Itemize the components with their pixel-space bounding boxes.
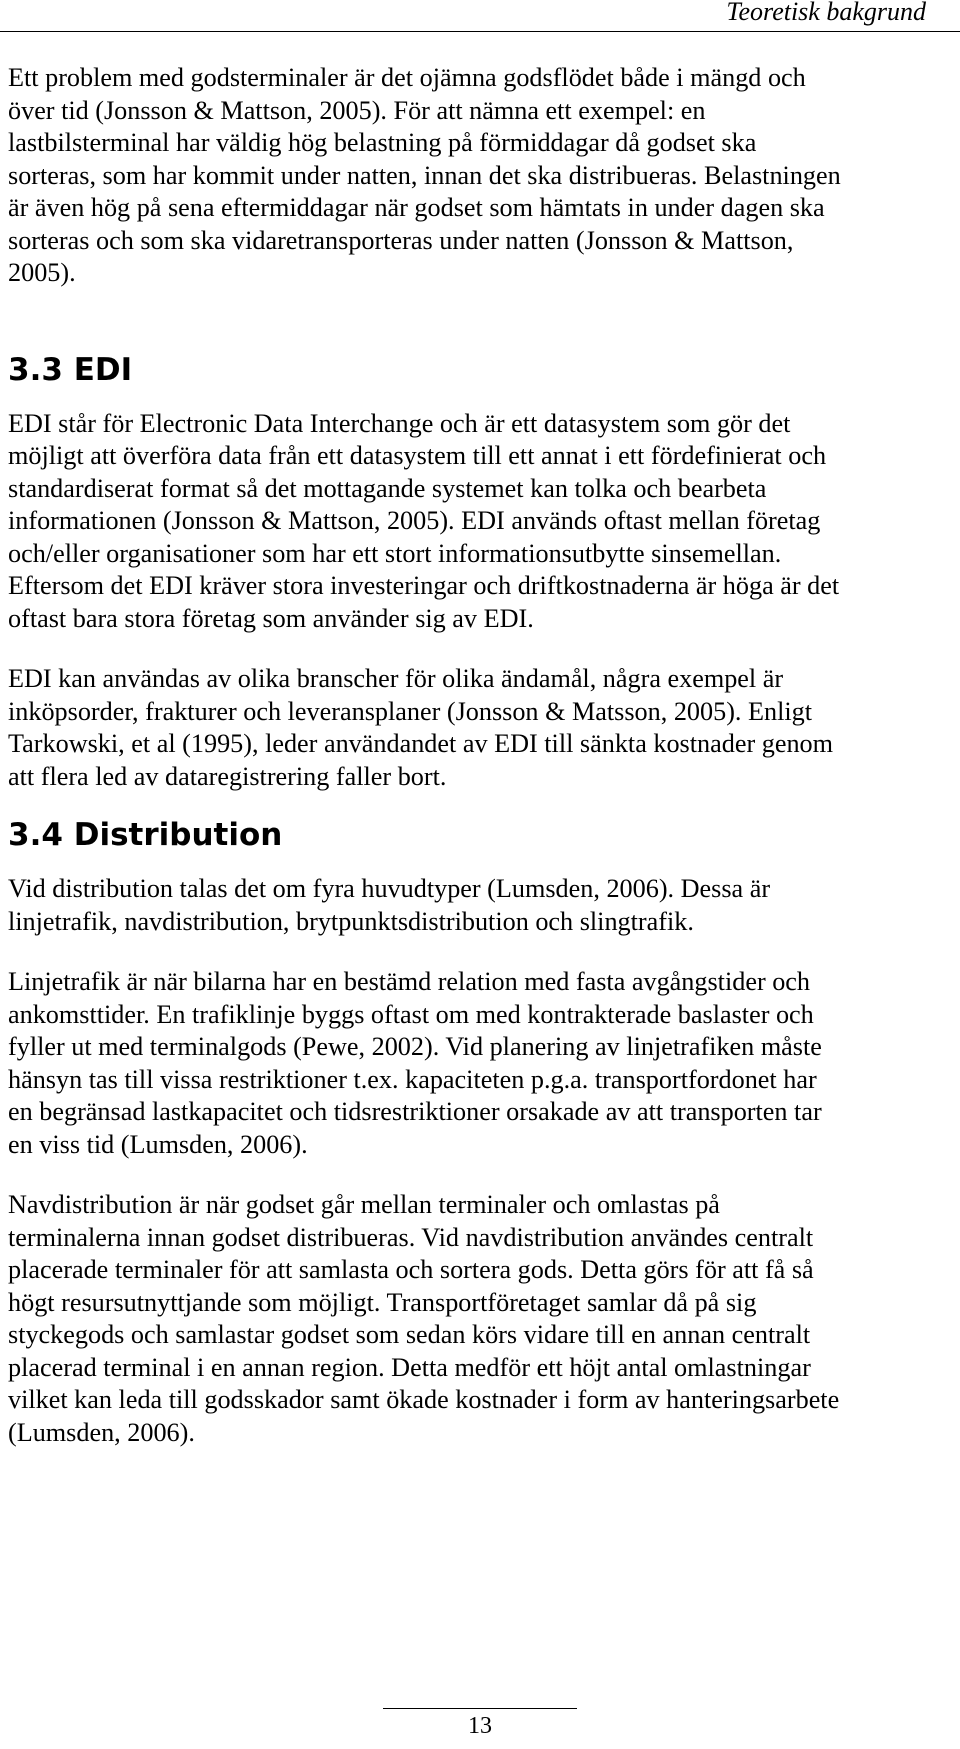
spacer <box>8 635 954 663</box>
header-divider <box>0 31 960 32</box>
spacer <box>8 390 954 408</box>
edi-paragraph-2: EDI kan användas av olika branscher för olika ändamål, några exempel är inköpsorder, frakturer och leveransplaner (Jonsson & Matsson, 2005). Enligt Tarkowski, et al (1995), leder användandet av EDI till sänkta kostnader genom att flera led av dataregistrering faller bort. <box>8 664 833 791</box>
spacer <box>8 855 954 873</box>
spacer <box>8 938 954 966</box>
distribution-paragraph-2: Linjetrafik är när bilarna har en bestämd relation med fasta avgångstider och ankomsttider. En trafiklinje byggs oftast om med kontrakterade baslaster och fyller ut med terminalgods (Pewe, 2002). Vid planering av linjetrafiken måste hänsyn tas till vissa restriktioner t.ex. kapaciteten p.g.a. transportfordonet har en begränsad lastkapacitet och tidsrestriktioner orsakade av att transporten tar en viss tid (Lumsden, 2006). <box>8 967 822 1159</box>
distribution-paragraph-3: Navdistribution är när godset går mellan terminaler och omlastas på terminalerna innan godset distribueras. Vid navdistribution användes centralt placerade terminaler för att samlasta och sortera gods. Detta görs för att få så högt resursutnyttjande som möjligt. Transportföretaget samlar då på sig styckegods och samlastar godset som sedan körs vidare till en annan centralt placerad terminal i en annan region. Detta medför ett höjt antal omlastningar vilket kan leda till godsskador samt ökade kostnader i form av hanteringsarbete (Lumsden, 2006). <box>8 1190 840 1447</box>
edi-paragraph-1: EDI står för Electronic Data Interchange och är ett datasystem som gör det möjligt att överföra data från ett datasystem till ett annat i ett fördefinierat och standardiserat format så det mottagande systemet kan tolka och bearbeta informationen (Jonsson & Mattson, 2005). EDI används oftast mellan företag och/eller organisationer som har ett stort informationsutbytte sinsemellan. Eftersom det EDI kräver stora investeringar och driftkostnaderna är höga är det oftast bara stora företag som använder sig av EDI. <box>8 408 840 633</box>
spacer <box>8 290 954 350</box>
page-header <box>0 0 960 32</box>
footer-divider <box>383 1708 577 1709</box>
spacer <box>8 1161 954 1189</box>
spacer <box>8 793 954 815</box>
page-body <box>8 62 954 1449</box>
page-number: 13 <box>468 1713 492 1739</box>
distribution-paragraph-1: Vid distribution talas det om fyra huvudtyper (Lumsden, 2006). Dessa är linjetrafik, navdistribution, brytpunktsdistribution och slingtrafik. <box>8 874 771 936</box>
section-heading-distribution: 3.4 Distribution <box>8 817 283 853</box>
section-heading-edi: 3.3 EDI <box>8 351 133 388</box>
intro-paragraph: Ett problem med godsterminaler är det ojämna godsflödet både i mängd och över tid (Jonsson & Mattson, 2005). För att nämna ett exempel: en lastbilsterminal har väldig hög belastning på förmiddagar då godset ska sorteras, som har kommit under natten, innan det ska distribueras. Belastningen är även hög på sena eftermiddagar när godset som hämtats in under dagen ska sorteras och som ska vidaretransporteras under natten (Jonsson & Mattson, 2005). <box>8 63 841 287</box>
running-header-title: Teoretisk bakgrund <box>726 0 926 26</box>
